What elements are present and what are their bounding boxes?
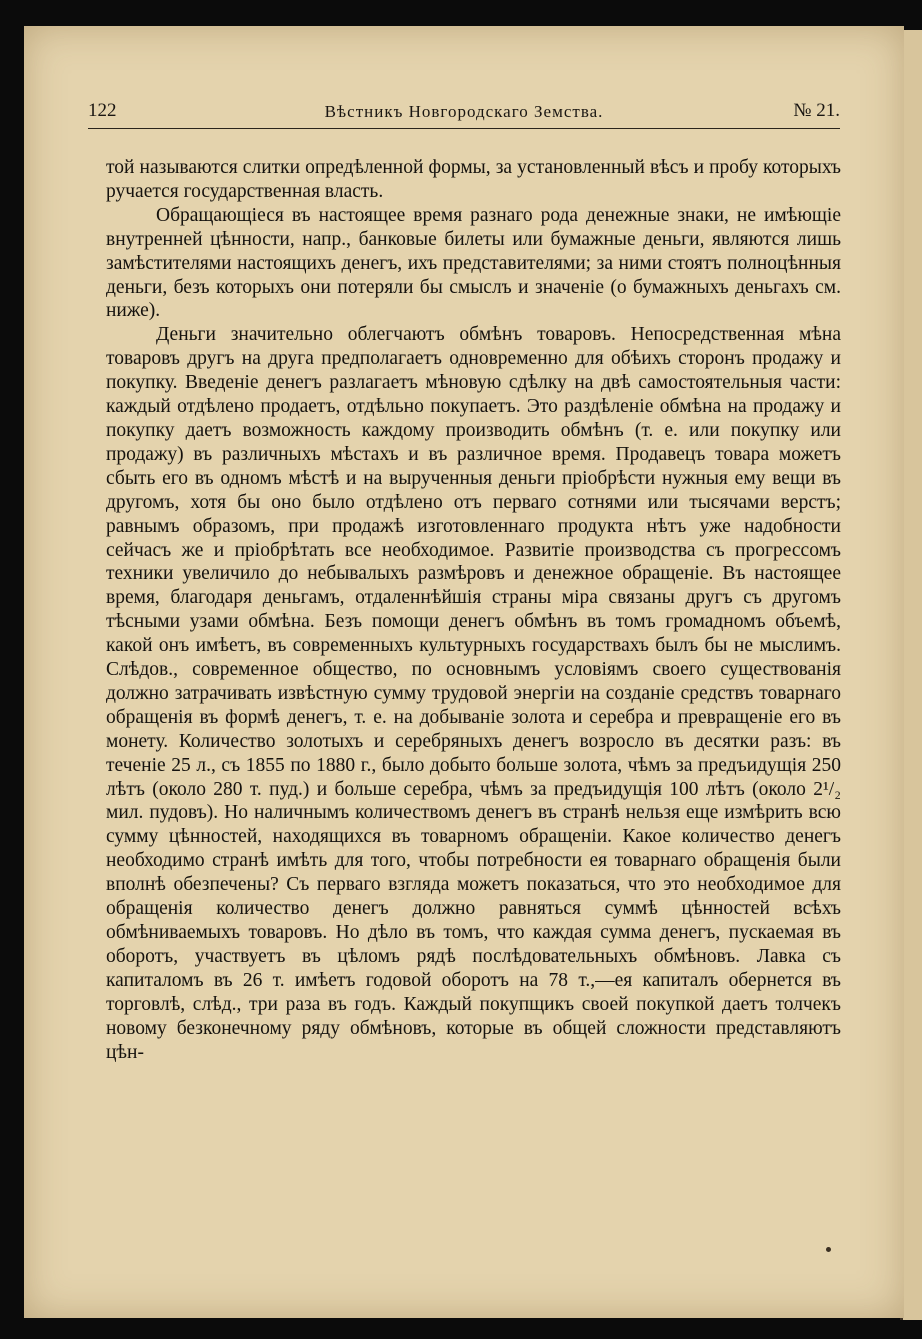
paragraph: Деньги значительно облегчаютъ обмѣнъ товаровъ. Непосредственная мѣна товаровъ другъ на друга предполагаетъ одновременно для обѣихъ сторонъ продажу и покупку. Введеніе денегъ разлагаетъ мѣновую сдѣлку на двѣ самостоятельныя части: каждый отдѣлено продаетъ, отдѣльно покупаетъ. Это раздѣленіе обмѣна на продажу и покупку даетъ возможность каждому производить обмѣнъ (т. е. или покупку или продажу) въ различныхъ мѣстахъ и въ различное время. Продавецъ товара можетъ сбыть его въ одномъ мѣстѣ и на вырученныя деньги пріобрѣсти нужныя ему вещи въ другомъ, хотя бы оно было отдѣлено отъ перваго сотнями или тысячами верстъ; равнымъ образомъ, при продажѣ изготовленнаго продукта нѣтъ уже надобности сейчасъ же и пріобрѣтать все необходимое. Развитіе производства съ прогрессомъ техники увеличило до небывалыхъ размѣровъ и денежное обращеніе. Въ настоящее время, благодаря деньгамъ, отдаленнѣйшія страны міра связаны другъ съ другомъ тѣсными узами обмѣна. Безъ помощи денегъ обмѣнъ въ томъ громадномъ объемѣ, какой онъ имѣетъ, въ современныхъ культурныхъ государствахъ былъ бы не мыслимъ. Слѣдов., современное общество, по основнымъ условіямъ своего существованія должно затрачивать извѣстную сумму трудовой энергіи на созданіе средствъ товарнаго обращенія въ формѣ денегъ, т. е. на добываніе золота и серебра и превращеніе его въ монету. Количество золотыхъ и серебряныхъ денегъ возросло въ десятки разъ: въ теченіе 25 л., съ 1855 по 1880 г., было добыто больше золота, чѣмъ за предъидущія 250 лѣтъ (около 280 т. пуд.) и больше серебра, чѣмъ за предъидущія 100 лѣтъ (около 2¹/₂ мил. пудовъ). Но наличнымъ количествомъ денегъ въ странѣ нельзя еще измѣрить всю сумму цѣнностей, находящихся въ товарномъ обращеніи. Какое количество денегъ необходимо странѣ имѣть для того, чтобы потребности ея товарнаго обращенія были вполнѣ обезпечены? Съ перваго взгляда можетъ показаться, что это необходимое для обращенія количество денегъ должно равняться суммѣ цѣнностей всѣхъ обмѣниваемыхъ товаровъ. Но дѣло въ томъ, что каждая сумма денегъ, пускаемая въ оборотъ, участвуетъ въ цѣломъ рядѣ послѣдовательныхъ обмѣновъ. Лавка съ капиталомъ въ 26 т. имѣетъ годовой оборотъ на 78 т.,—ея капиталъ обернется въ торговлѣ, слѣд., три раза въ годъ. Каждый покупщикъ своей покупкой даетъ толчекъ новому безконечному ряду обмѣновъ, которые въ общей сложности представляютъ цѣн- bbox=[106, 324, 841, 1063]
paragraph: той называются слитки опредѣленной формы, за установленный вѣсъ и пробу которыхъ ручается государственная власть. bbox=[106, 157, 841, 202]
header-rule bbox=[88, 128, 840, 129]
running-head bbox=[88, 100, 840, 130]
body-text bbox=[106, 156, 841, 1064]
journal-title: Вѣстникъ Новгородскаго Земства. bbox=[324, 102, 604, 121]
issue-number: № 21. bbox=[793, 100, 840, 121]
page-number: 122 bbox=[88, 100, 117, 121]
ink-speck bbox=[826, 1247, 831, 1252]
paragraph: Обращающіеся въ настоящее время разнаго рода денежные знаки, не имѣющіе внутренней цѣнности, напр., банковые билеты или бумажные деньги, являются лишь замѣстителями настоящихъ денегъ, ихъ представителями; за ними стоятъ полноцѣнныя деньги, безъ которыхъ они потеряли бы смыслъ и значеніе (о бумажныхъ деньгахъ см. ниже). bbox=[106, 204, 841, 322]
